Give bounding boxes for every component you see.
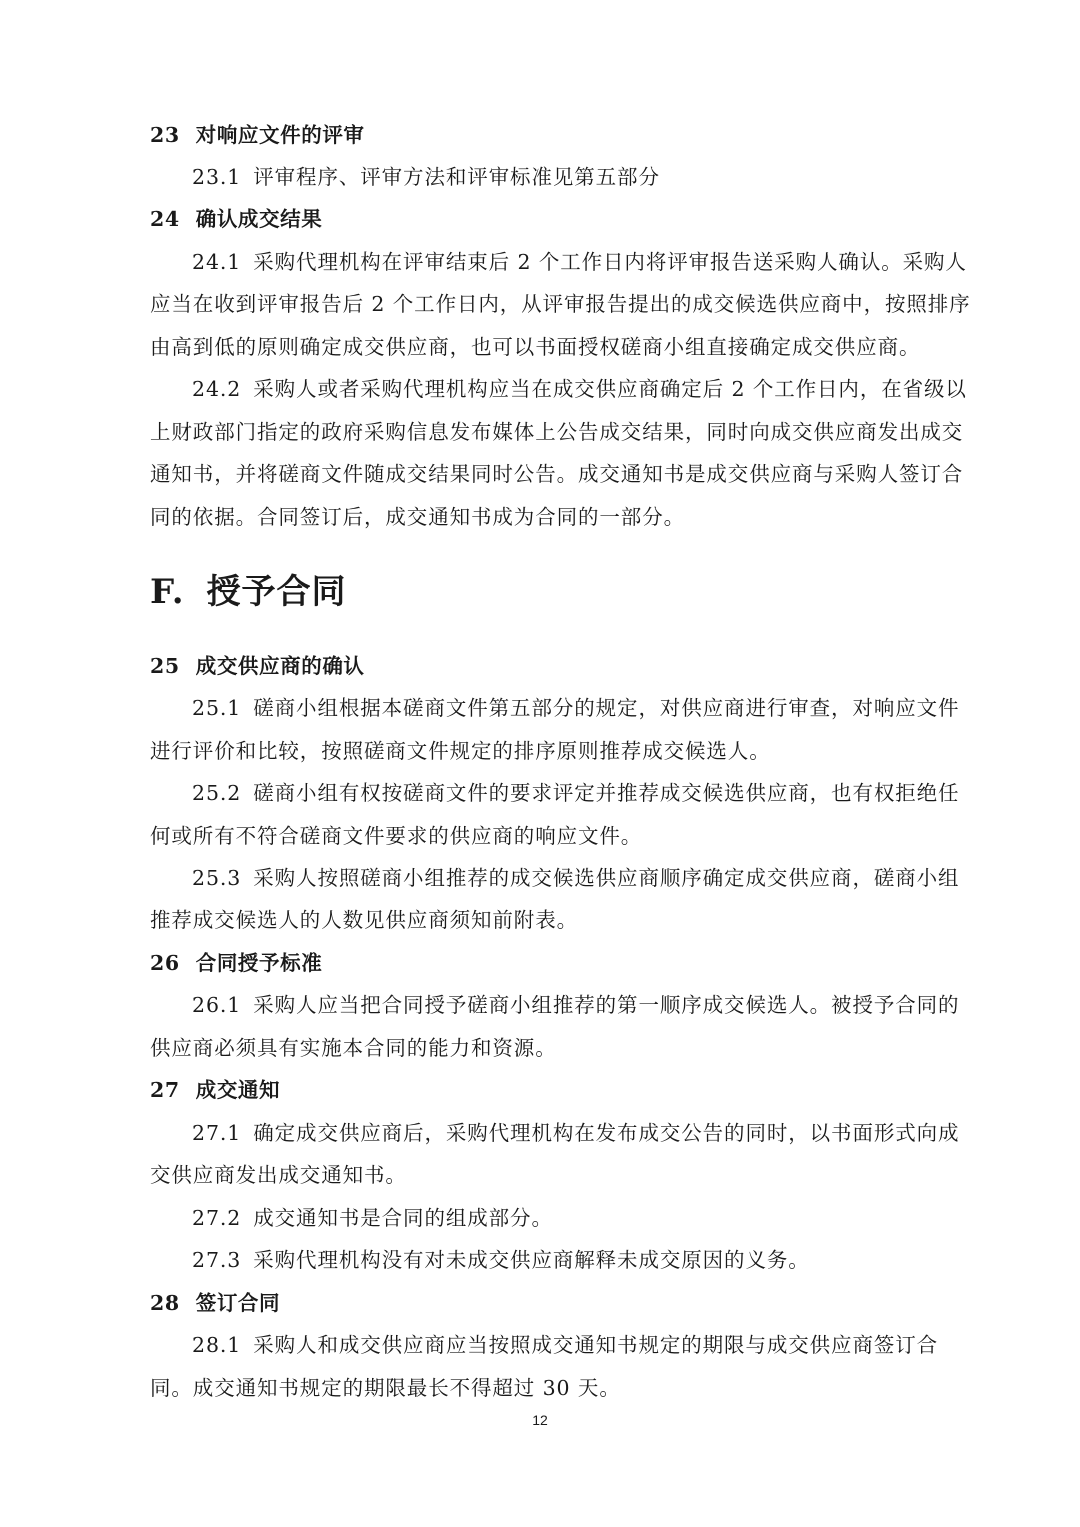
paragraph-25-2-line1	[192, 779, 970, 807]
heading-number: 25	[150, 654, 180, 678]
clause-number: 25.3	[192, 866, 242, 890]
paragraph-27-2	[192, 1204, 970, 1232]
paragraph-27-1-line2: 交供应商发出成交通知书。	[150, 1163, 407, 1187]
text-line: 磋商小组有权按磋商文件的要求评定并推荐成交候选供应商，也有权拒绝任	[253, 781, 960, 805]
clause-number: 24.2	[192, 377, 242, 401]
paragraph-24-1-line2: 应当在收到评审报告后 2 个工作日内，从评审报告提出的成交候选供应商中，按照排序	[150, 292, 971, 316]
heading-title: 合同授予标准	[195, 951, 323, 975]
paragraph-26-1-line1	[192, 991, 970, 1019]
heading-number: 28	[150, 1291, 180, 1315]
text-line: 评审程序、评审方法和评审标准见第五部分	[253, 165, 660, 189]
text-line: 确定成交供应商后，采购代理机构在发布成交公告的同时，以书面形式向成	[253, 1121, 960, 1145]
paragraph-25-2-line2: 何或所有不符合磋商文件要求的供应商的响应文件。	[150, 824, 643, 848]
heading-number: 24	[150, 207, 180, 231]
paragraph-24-1-line1	[192, 248, 970, 276]
heading-24	[150, 205, 970, 233]
clause-number: 26.1	[192, 993, 242, 1017]
clause-number: 24.1	[192, 250, 242, 274]
paragraph-28-1-line1	[192, 1331, 970, 1359]
clause-number: 27.2	[192, 1206, 242, 1230]
text-line: 采购代理机构没有对未成交供应商解释未成交原因的义务。	[253, 1248, 810, 1272]
section-title-f	[150, 570, 347, 614]
clause-number: 23.1	[192, 165, 242, 189]
clause-number: 25.2	[192, 781, 242, 805]
paragraph-25-1-line2: 进行评价和比较，按照磋商文件规定的排序原则推荐成交候选人。	[150, 739, 771, 763]
clause-number: 27.1	[192, 1121, 242, 1145]
clause-number: 25.1	[192, 696, 242, 720]
heading-number: 26	[150, 951, 180, 975]
section-heading: 授予合同	[206, 572, 347, 612]
heading-23	[150, 121, 970, 149]
heading-28	[150, 1289, 970, 1317]
paragraph-27-3	[192, 1246, 970, 1274]
clause-number: 28.1	[192, 1333, 242, 1357]
paragraph-26-1-line2: 供应商必须具有实施本合同的能力和资源。	[150, 1036, 557, 1060]
text-line: 采购代理机构在评审结束后 2 个工作日内将评审报告送采购人确认。采购人	[253, 250, 967, 274]
paragraph-25-3-line1	[192, 864, 970, 892]
paragraph-24-2-line2: 上财政部门指定的政府采购信息发布媒体上公告成交结果，同时向成交供应商发出成交	[150, 420, 964, 444]
section-letter: F.	[150, 572, 185, 612]
paragraph-24-1-line3: 由高到低的原则确定成交供应商，也可以书面授权磋商小组直接确定成交供应商。	[150, 335, 921, 359]
heading-number: 27	[150, 1078, 180, 1102]
heading-title: 对响应文件的评审	[195, 123, 365, 147]
paragraph-27-1-line1	[192, 1119, 970, 1147]
text-line: 成交通知书是合同的组成部分。	[253, 1206, 553, 1230]
clause-number: 27.3	[192, 1248, 242, 1272]
text-line: 采购人和成交供应商应当按照成交通知书规定的期限与成交供应商签订合	[253, 1333, 939, 1357]
paragraph-23-1	[192, 163, 970, 191]
paragraph-24-2-line3: 通知书，并将磋商文件随成交结果同时公告。成交通知书是成交供应商与采购人签订合	[150, 462, 964, 486]
heading-26	[150, 949, 970, 977]
paragraph-25-1-line1	[192, 694, 970, 722]
heading-number: 23	[150, 123, 180, 147]
heading-title: 成交供应商的确认	[195, 654, 365, 678]
heading-25	[150, 652, 970, 680]
text-line: 采购人或者采购代理机构应当在成交供应商确定后 2 个工作日内，在省级以	[253, 377, 967, 401]
text-line: 采购人按照磋商小组推荐的成交候选供应商顺序确定成交供应商，磋商小组	[253, 866, 960, 890]
heading-27	[150, 1076, 970, 1104]
text-line: 采购人应当把合同授予磋商小组推荐的第一顺序成交候选人。被授予合同的	[253, 993, 960, 1017]
paragraph-28-1-line2: 同。成交通知书规定的期限最长不得超过 30 天。	[150, 1376, 621, 1400]
page-number: 12	[532, 1412, 548, 1428]
text-line: 磋商小组根据本磋商文件第五部分的规定，对供应商进行审查，对响应文件	[253, 696, 960, 720]
paragraph-24-2-line4: 同的依据。合同签订后，成交通知书成为合同的一部分。	[150, 505, 685, 529]
paragraph-25-3-line2: 推荐成交候选人的人数见供应商须知前附表。	[150, 908, 578, 932]
heading-title: 成交通知	[195, 1078, 281, 1102]
paragraph-24-2-line1	[192, 375, 970, 403]
heading-title: 确认成交结果	[195, 207, 323, 231]
heading-title: 签订合同	[195, 1291, 281, 1315]
